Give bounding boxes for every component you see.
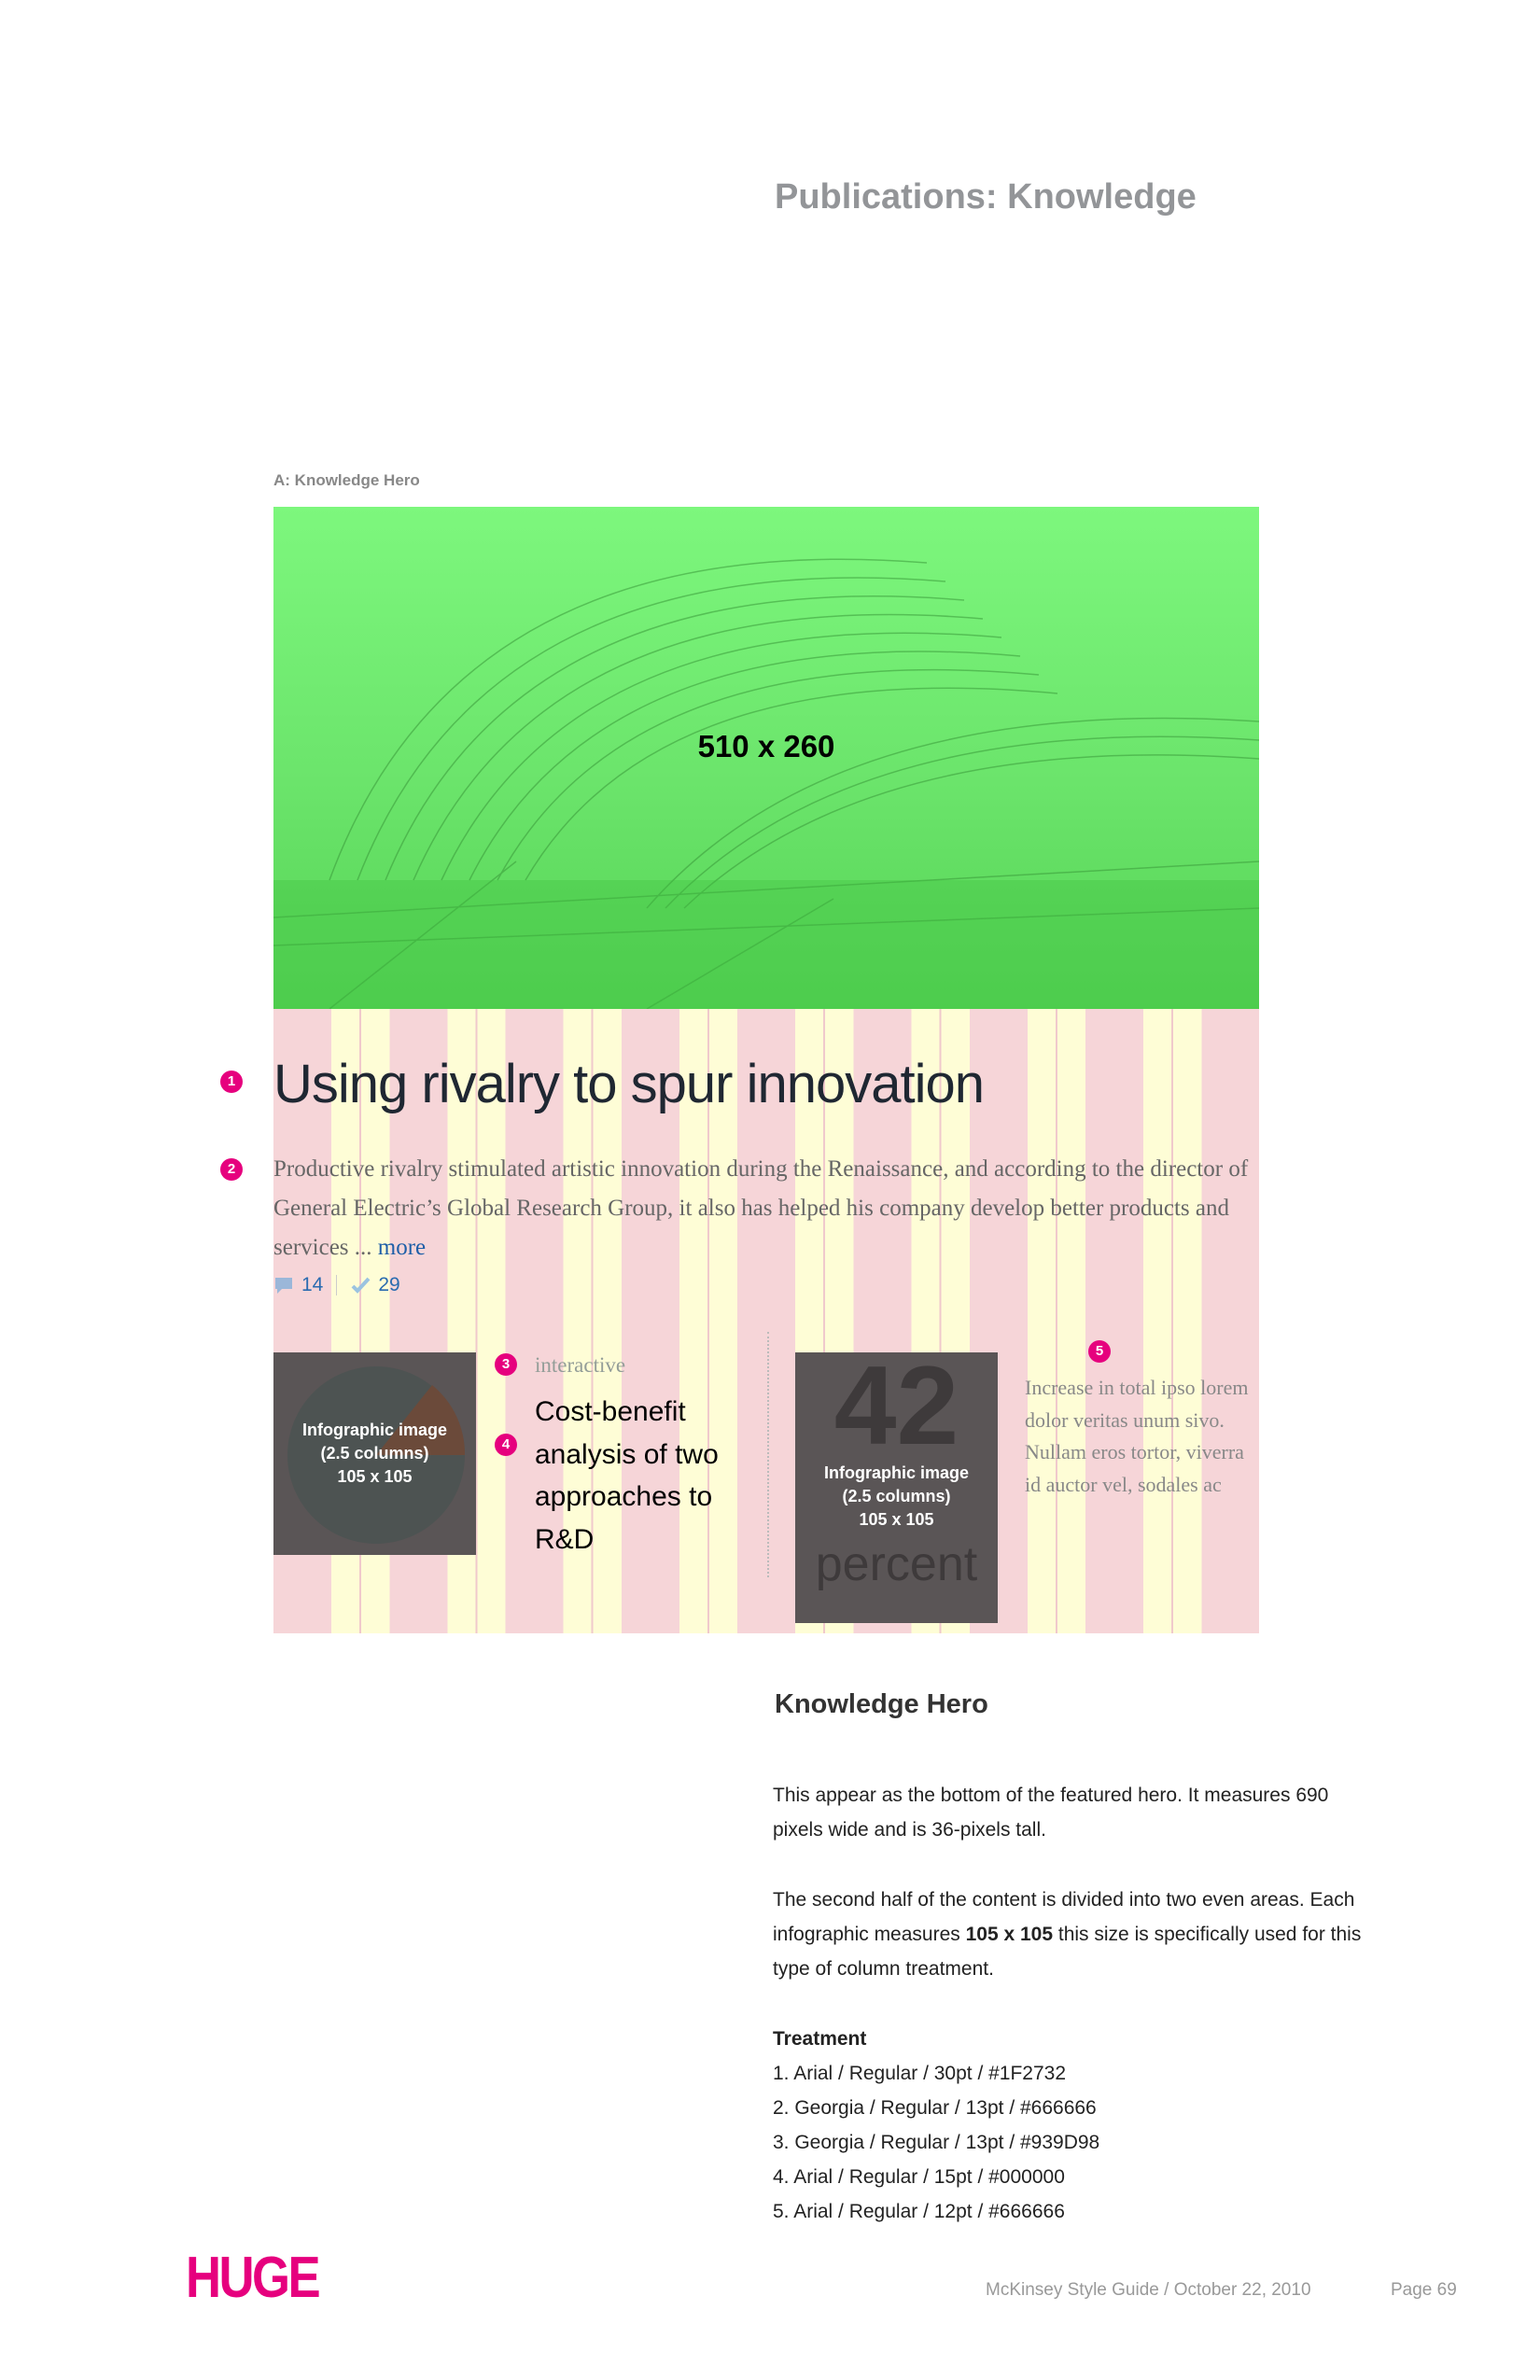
marker-3: 3 [495,1353,517,1376]
description-p1: This appear as the bottom of the featured hero. It measures 690 pixels wide and is 36-pixels tall. [773,1785,1329,1841]
huge-logo: HUGE [186,2246,319,2310]
marker-2: 2 [220,1158,243,1181]
treatment-item: 3. Georgia / Regular / 13pt / #939D98 [773,2132,1100,2153]
article-stats [273,1271,1259,1299]
comment-icon [273,1275,294,1295]
footer-guide: McKinsey Style Guide / October 22, 2010 [986,2280,1311,2300]
treatment-list [773,2056,1370,2229]
comments-count[interactable]: 14 [301,1274,324,1295]
infographic-size: 105 x 105 [859,1510,934,1529]
divider [336,1275,337,1295]
marker-1: 1 [220,1071,243,1093]
treatment-item: 1. Arial / Regular / 30pt / #1F2732 [773,2063,1067,2084]
infographic-left[interactable] [273,1352,476,1555]
page-number: Page 69 [1391,2280,1457,2300]
treatment-item: 5. Arial / Regular / 12pt / #666666 [773,2201,1065,2222]
more-link[interactable]: more [377,1235,427,1260]
infographic-columns: (2.5 columns) [842,1487,951,1505]
treatment-heading: Treatment [773,2028,867,2050]
summary-block [273,1150,1259,1299]
image-dimensions: 510 x 260 [697,729,835,763]
p2-bold: 105 x 105 [965,1924,1054,1945]
hero-image-placeholder [273,507,1259,1009]
big-word: percent [815,1537,978,1591]
marker-5: 5 [1088,1340,1111,1363]
infographic-right[interactable] [795,1352,998,1623]
summary-text: Productive rivalry stimulated artistic innovation during the Renaissance, and according to the director of General Electric’s Global Research Group, it also has helped his company develop better products and services ... [273,1156,1249,1260]
stat-description: Increase in total ipso lorem dolor veritas unum sivo. Nullam eros tortor, viverra id auctor vel, sodales ac [1025,1376,1249,1496]
checks-count[interactable]: 29 [378,1274,400,1295]
infographic-columns: (2.5 columns) [320,1444,429,1463]
infographic-label-group [824,1462,969,1532]
infographic-label: Infographic image [823,1463,970,1482]
p2-text-end: this size is specifically used for this type of column treatment. [773,1924,1362,1980]
headline[interactable]: Using rivalry to spur innovation [273,1054,985,1114]
feature-title[interactable]: Cost-benefit analysis of two approaches to R&D [535,1396,719,1555]
section-heading: Knowledge Hero [775,1689,988,1719]
treatment-item: 2. Georgia / Regular / 13pt / #666666 [773,2097,1097,2119]
summary [273,1150,1253,1267]
marker-4: 4 [495,1434,517,1456]
page-title: Publications: Knowledge [775,177,1197,217]
description-p2 [773,1883,1370,1986]
p2-text: The second half of the content is divided into two even areas. Each infographic measures [773,1889,1355,1945]
section-label: A: Knowledge Hero [273,471,420,489]
kicker: interactive [535,1353,626,1377]
treatment-item: 4. Arial / Regular / 15pt / #000000 [773,2166,1065,2188]
infographic-label: Infographic image [301,1421,448,1439]
big-number: 42 [833,1352,959,1468]
infographic-size: 105 x 105 [337,1467,413,1486]
check-icon [350,1275,371,1295]
column-divider [767,1332,769,1577]
